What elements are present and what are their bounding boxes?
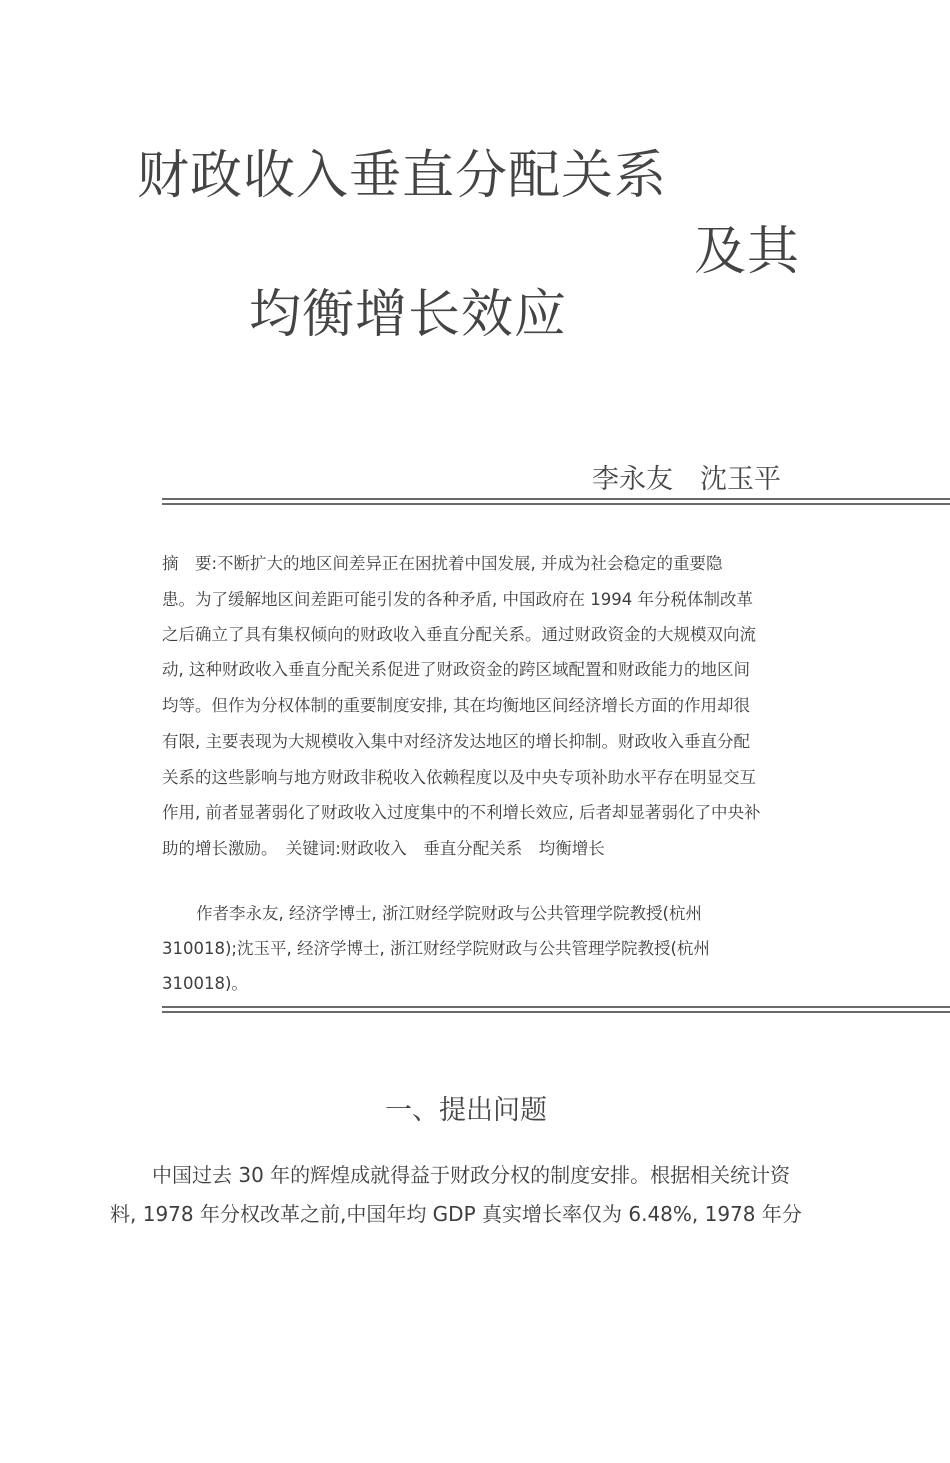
- author-names: 李永友 沈玉平: [592, 464, 781, 495]
- title-line-3: 均衡增长效应: [249, 285, 568, 345]
- author-info-line: 310018)。: [162, 974, 248, 993]
- abstract-line: 关系的这些影响与地方财政非税收入依赖程度以及中央专项补助水平存在明显交互: [162, 768, 756, 787]
- abstract-line: 摘 要:不断扩大的地区间差异正在困扰着中国发展, 并成为社会稳定的重要隐: [162, 554, 723, 573]
- abstract-line: 有限, 主要表现为大规模收入集中对经济发达地区的增长抑制。财政收入垂直分配: [162, 732, 750, 751]
- title-line-1: 财政收入垂直分配关系: [137, 146, 668, 206]
- abstract-line: 作用, 前者显著弱化了财政收入过度集中的不利增长效应, 后者却显著弱化了中央补: [162, 803, 761, 822]
- body-text-line: 中国过去 30 年的辉煌成就得益于财政分权的制度安排。根据相关统计资: [152, 1163, 791, 1187]
- section-heading: 一、提出问题: [385, 1095, 547, 1126]
- abstract-line: 之后确立了具有集权倾向的财政收入垂直分配关系。通过财政资金的大规模双向流: [162, 625, 756, 644]
- abstract-line: 患。为了缓解地区间差距可能引发的各种矛盾, 中国政府在 1994 年分税体制改革: [162, 590, 753, 609]
- author-info-line: 310018);沈玉平, 经济学博士, 浙江财经学院财政与公共管理学院教授(杭州: [162, 939, 710, 958]
- top-double-rule: [162, 498, 950, 505]
- author-info-line: 作者李永友, 经济学博士, 浙江财经学院财政与公共管理学院教授(杭州: [196, 904, 702, 923]
- body-text-line: 料, 1978 年分权改革之前,中国年均 GDP 真实增长率仅为 6.48%, 1978 年分: [110, 1202, 802, 1226]
- abstract-line: 动, 这种财政收入垂直分配关系促进了财政资金的跨区域配置和财政能力的地区间: [162, 660, 750, 679]
- abstract-line: 均等。但作为分权体制的重要制度安排, 其在均衡地区间经济增长方面的作用却很: [162, 696, 750, 715]
- title-line-2: 及其: [694, 222, 801, 282]
- abstract-line: 助的增长激励。 关键词:财政收入 垂直分配关系 均衡增长: [162, 839, 605, 858]
- bottom-double-rule: [162, 1006, 950, 1013]
